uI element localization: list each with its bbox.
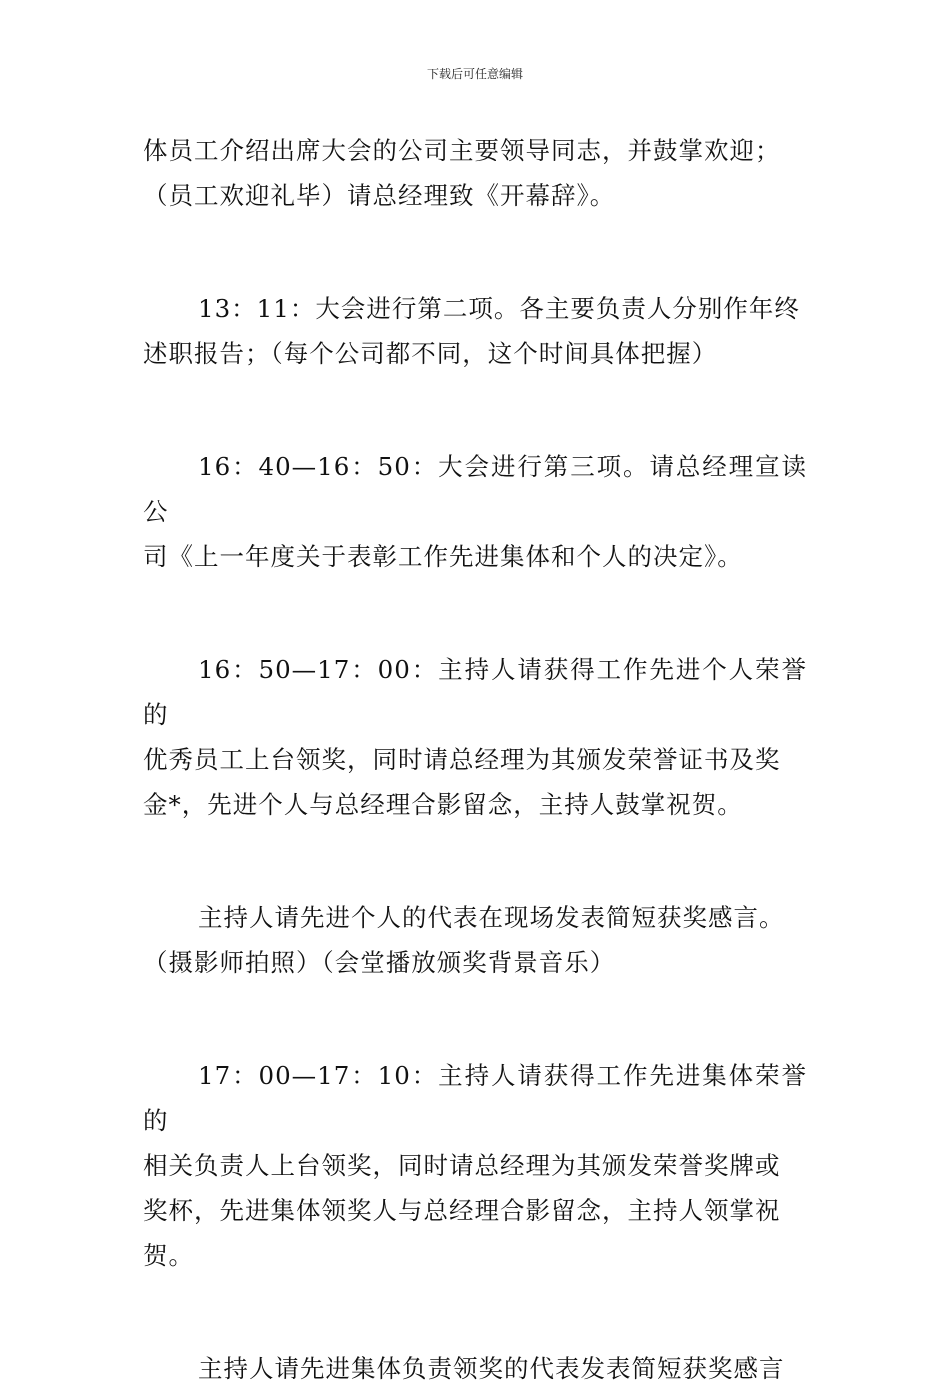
paragraph-line: 述职报告；（每个公司都不同，这个时间具体把握）: [143, 339, 718, 368]
paragraph-line: 主持人请先进个人的代表在现场发表简短获奖感言。: [198, 903, 785, 932]
paragraph-line: 16：50—17：00：主持人请获得工作先进个人荣誉的: [143, 655, 807, 729]
paragraph-4: [143, 647, 807, 827]
paragraph-6: [143, 1053, 807, 1278]
paragraph-line: 主持人请先进集体负责领奖的代表发表简短获奖感言: [198, 1354, 785, 1383]
paragraph-line: 13：11：大会进行第二项。各主要负责人分别作年终: [198, 294, 800, 323]
paragraph-line: （摄影师拍照）（会堂播放颁奖背景音乐）: [143, 948, 616, 977]
document-body: [143, 128, 807, 1391]
paragraph-5: [143, 895, 807, 985]
paragraph-line: 16：40—16：50：大会进行第三项。请总经理宣读公: [143, 452, 807, 526]
paragraph-line: 金*，先进个人与总经理合影留念，主持人鼓掌祝贺。: [143, 790, 743, 819]
paragraph-2: [143, 286, 807, 376]
paragraph-line: 体员工介绍出席大会的公司主要领导同志，并鼓掌欢迎；: [143, 136, 781, 165]
paragraph-3: [143, 444, 807, 579]
paragraph-line: 相关负责人上台领奖，同时请总经理为其颁发荣誉奖牌或: [143, 1151, 781, 1180]
paragraph-line: 贺。: [143, 1241, 194, 1270]
paragraph-7: [143, 1346, 807, 1391]
paragraph-line: （员工欢迎礼毕）请总经理致《开幕辞》。: [143, 181, 616, 210]
paragraph-line: 优秀员工上台领奖，同时请总经理为其颁发荣誉证书及奖: [143, 745, 781, 774]
paragraph-line: 奖杯，先进集体领奖人与总经理合影留念，主持人领掌祝: [143, 1196, 781, 1225]
paragraph-line: 17：00—17：10：主持人请获得工作先进集体荣誉的: [143, 1061, 807, 1135]
paragraph-1: [143, 128, 807, 218]
page-header: 下载后可任意编辑: [426, 67, 523, 81]
paragraph-line: 司《上一年度关于表彰工作先进集体和个人的决定》。: [143, 542, 743, 571]
